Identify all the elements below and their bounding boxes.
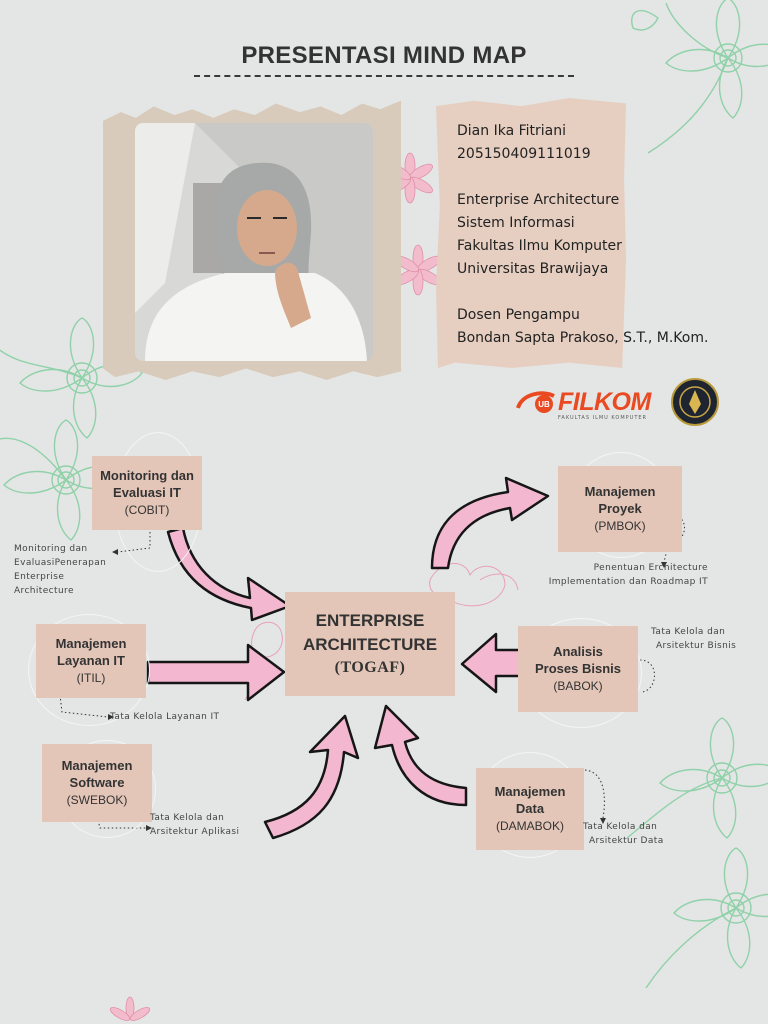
node-title: Manajemen — [584, 484, 656, 499]
author-name: Dian Ika Fitriani — [457, 123, 566, 139]
faculty-name: Fakultas Ilmu Komputer — [457, 238, 622, 254]
note-line: Tata Kelola Layanan IT — [110, 712, 220, 722]
filkom-subtitle: FAKULTAS ILMU KOMPUTER — [558, 415, 648, 421]
node-framework: (DAMABOK) — [495, 819, 564, 833]
course-name: Enterprise Architecture — [457, 192, 620, 208]
node-title: Monitoring dan — [100, 468, 194, 483]
center-node-enterprise-architecture — [285, 592, 455, 696]
node-monitoring-evaluasi-it — [92, 456, 202, 530]
node-manajemen-software — [42, 744, 152, 822]
ub-badge-text: UB — [538, 400, 550, 409]
note-software — [150, 811, 239, 839]
node-framework: (COBIT) — [124, 503, 170, 517]
note-line: EvaluasiPenerapan — [14, 558, 107, 568]
node-title: Manajemen — [55, 636, 127, 651]
node-framework: (SWEBOK) — [66, 793, 128, 807]
author-nim: 205150409111019 — [457, 146, 591, 162]
node-manajemen-layanan-it — [36, 624, 146, 698]
note-line: Arsitektur Data — [589, 836, 664, 846]
node-manajemen-data — [476, 768, 584, 850]
note-line: Monitoring dan — [14, 544, 88, 554]
university-seal-icon — [671, 378, 719, 426]
arrow-software-to-center — [265, 716, 358, 838]
node-framework: (ITIL) — [76, 671, 106, 685]
note-monitoring — [14, 542, 106, 598]
note-line: Enterprise — [14, 572, 65, 582]
filkom-wordmark: FILKOM — [558, 388, 651, 416]
note-line: Tata Kelola dan — [583, 822, 658, 832]
note-data — [583, 820, 664, 848]
note-line: Architecture — [14, 586, 74, 596]
note-line: Tata Kelola dan — [651, 627, 726, 637]
node-title: Evaluasi IT — [113, 485, 181, 500]
node-title: Proyek — [598, 501, 642, 516]
arrow-proses-to-center — [462, 634, 522, 692]
node-title: Manajemen — [61, 758, 133, 773]
node-title: Software — [69, 775, 125, 790]
profile-info — [457, 120, 757, 350]
university-name: Universitas Brawijaya — [457, 261, 609, 277]
arrow-data-to-center — [375, 706, 466, 805]
node-title: Layanan IT — [57, 653, 125, 668]
center-title: ARCHITECTURE — [302, 635, 438, 654]
major-name: Sistem Informasi — [457, 215, 575, 231]
note-layanan — [110, 710, 219, 724]
page-title: PRESENTASI MIND MAP — [241, 42, 527, 69]
note-proyek — [532, 561, 708, 589]
node-title: Proses Bisnis — [535, 661, 621, 676]
node-title: Data — [515, 801, 545, 816]
note-line: Penentuan Erchitecture — [593, 563, 708, 573]
center-framework: (TOGAF) — [334, 659, 406, 676]
profile-photo — [135, 123, 373, 361]
center-title: ENTERPRISE — [315, 611, 425, 630]
node-analisis-proses-bisnis — [518, 626, 638, 712]
note-line: Tata Kelola dan — [150, 813, 225, 823]
lecturer-label: Dosen Pengampu — [457, 307, 580, 323]
filkom-logo — [514, 386, 664, 422]
node-framework: (PMBOK) — [594, 519, 646, 533]
title-underline — [194, 75, 574, 77]
lecturer-name: Bondan Sapta Prakoso, S.T., M.Kom. — [457, 330, 709, 346]
note-proses — [651, 625, 736, 653]
node-title: Manajemen — [494, 784, 566, 799]
note-line: Arsitektur Bisnis — [656, 641, 737, 651]
note-line: Arsitektur Aplikasi — [150, 827, 240, 837]
arrow-center-to-proyek — [432, 478, 548, 568]
node-title: Analisis — [553, 644, 603, 659]
node-manajemen-proyek — [558, 466, 682, 552]
node-framework: (BABOK) — [553, 679, 603, 693]
arrow-layanan-to-center — [148, 645, 284, 700]
note-line: Implementation dan Roadmap IT — [548, 577, 708, 587]
